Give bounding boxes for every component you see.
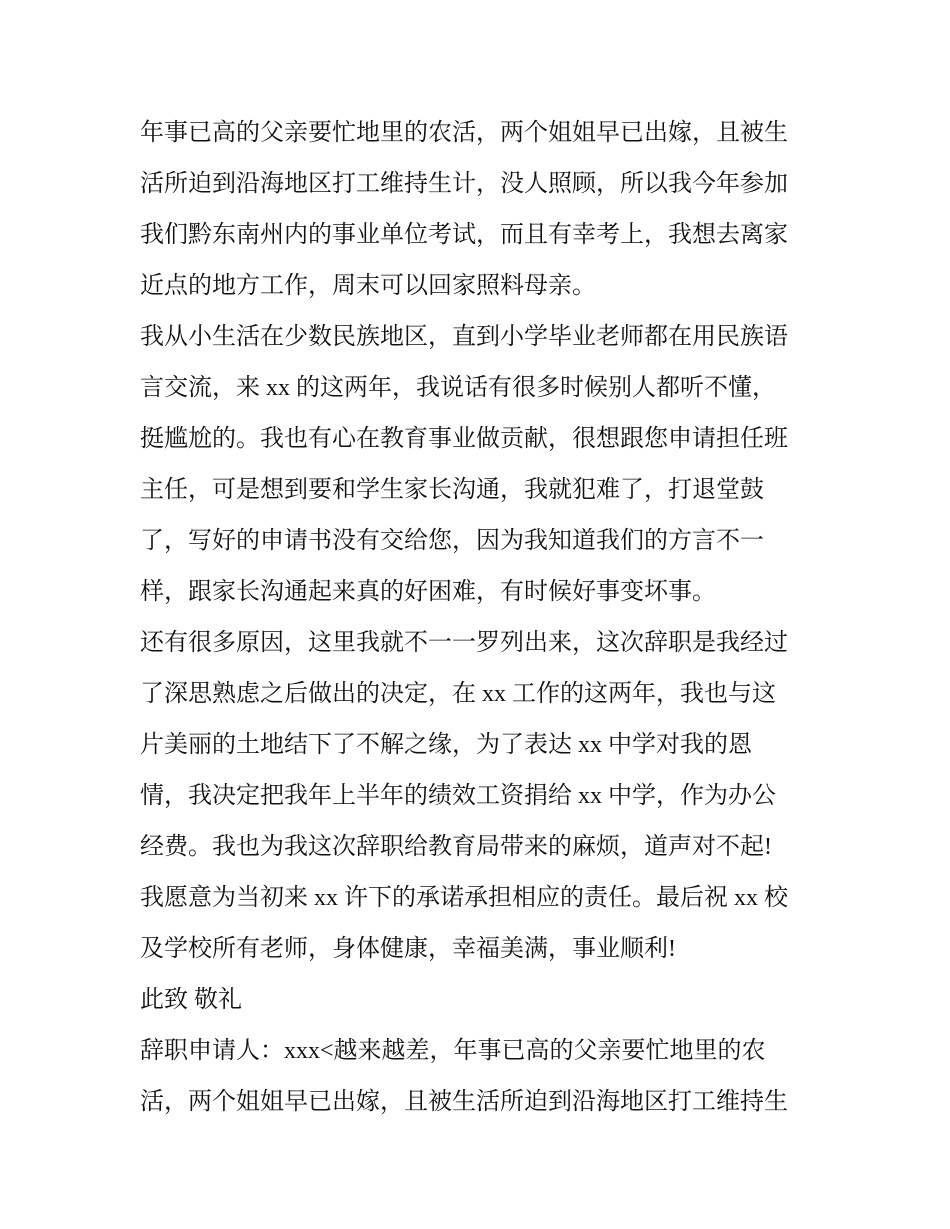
text-line: 样，跟家长沟通起来真的好困难，有时候好事变坏事。: [140, 579, 716, 605]
closing-salutation: 此致 敬礼: [140, 987, 242, 1013]
text-line: 活，两个姐姐早已出嫁，且被生活所迫到沿海地区打工维持生: [140, 1089, 788, 1115]
signature-line: 辞职申请人：xxx<越来越差，年事已高的父亲要忙地里的农: [140, 1038, 766, 1064]
text-line: 了深思熟虑之后做出的决定，在 xx 工作的这两年，我也与这: [140, 681, 776, 707]
text-line: 情，我决定把我年上半年的绩效工资捐给 xx 中学，作为办公: [140, 783, 776, 809]
text-line: 我们黔东南州内的事业单位考试，而且有幸考上，我想去离家: [140, 222, 788, 248]
text-line: 我从小生活在少数民族地区，直到小学毕业老师都在用民族语: [140, 324, 788, 350]
document-body: [140, 108, 820, 1128]
text-line: 挺尴尬的。我也有心在教育事业做贡献，很想跟您申请担任班: [140, 426, 788, 452]
text-line: 经费。我也为我这次辞职给教育局带来的麻烦，道声对不起!: [140, 834, 772, 860]
text-line: 我愿意为当初来 xx 许下的承诺承担相应的责任。最后祝 xx 校: [140, 885, 788, 911]
text-line: 片美丽的土地结下了不解之缘，为了表达 xx 中学对我的恩: [140, 732, 752, 758]
text-line: 活所迫到沿海地区打工维持生计，没人照顾，所以我今年参加: [140, 171, 788, 197]
text-line: 了，写好的申请书没有交给您，因为我知道我们的方言不一: [140, 528, 764, 554]
text-line: 主任，可是想到要和学生家长沟通，我就犯难了，打退堂鼓: [140, 477, 764, 503]
text-line: 还有很多原因，这里我就不一一罗列出来，这次辞职是我经过: [140, 630, 788, 656]
text-line: 言交流，来 xx 的这两年，我说话有很多时候别人都听不懂，: [140, 375, 776, 401]
text-line: 及学校所有老师，身体健康，幸福美满，事业顺利!: [140, 936, 676, 962]
text-line: 近点的地方工作，周末可以回家照料母亲。: [140, 273, 596, 299]
text-line: 年事已高的父亲要忙地里的农活，两个姐姐早已出嫁，且被生: [140, 120, 788, 146]
